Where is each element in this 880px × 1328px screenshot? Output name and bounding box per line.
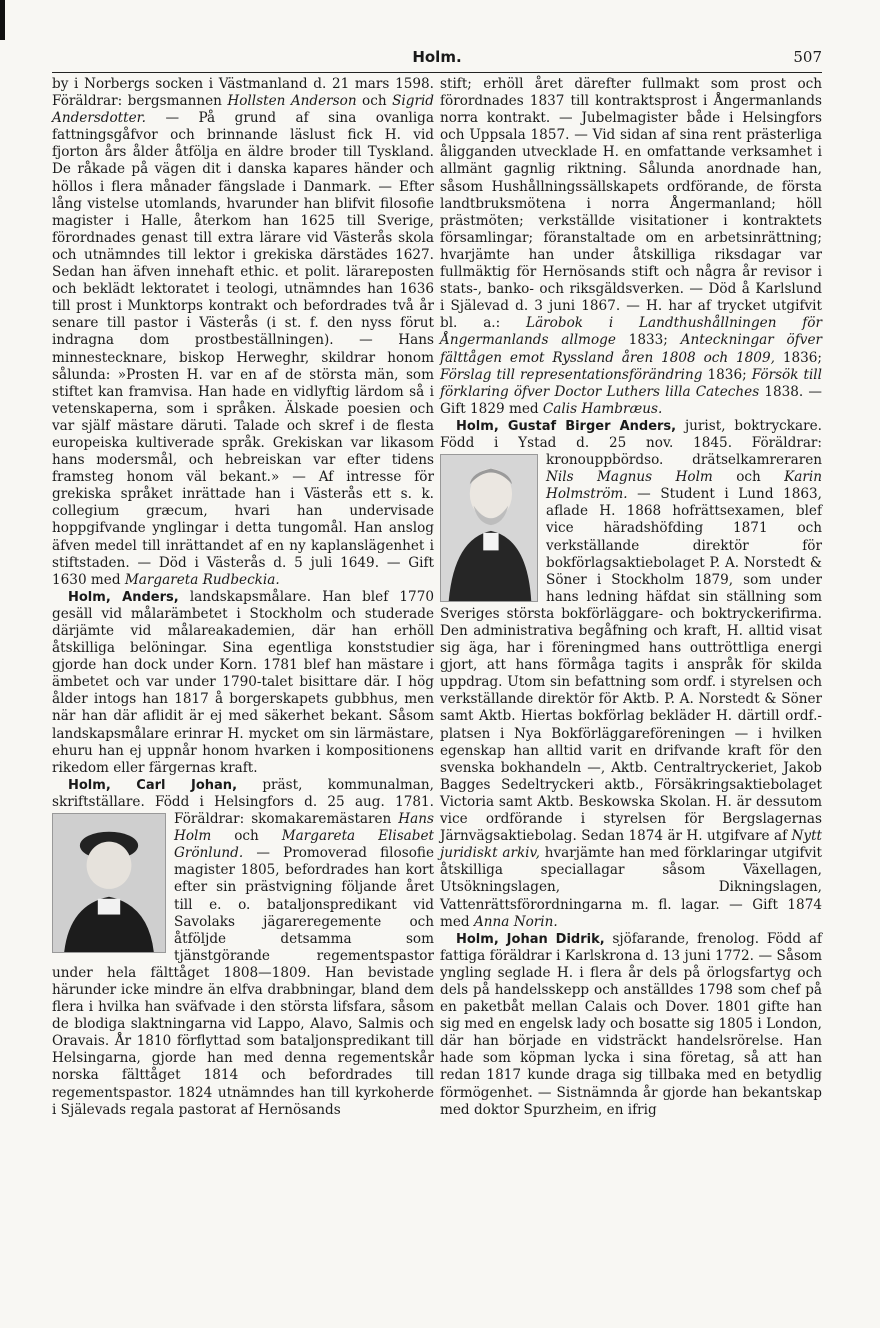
entry-holm-gustaf-birger-anders: Holm, Gustaf Birger Anders, jurist, boktryckare. Född i Ystad d. 25 nov. 1845. Föräldrar: kronouppbördso. drätselkamreraren Nils Magnus Holm och Karin Holmström. — Student i Lund 1863, aflade H. 1868 hofrättsexamen, blef vice häradshöfding 1871 och verkställande direktör för bokförlagsaktiebolaget P. A. Norstedt & Söner i Stockholm 1879, som under hans ledning häfdat sin ställning som Sveriges största bokförläggare- och boktryckerifirma. Den administrativa begåfning och kraft, H. alltid visat sig äga, har i föreningmed hans outtröttliga energi gjort, att hans förmåga tagits i anspråk för skilda uppdrag. Utom sin befattning som ordf. i styrelsen och verkställande direktör för Aktb. P. A. Norstedt & Söner samt Aktb. Hiertas bokförlag bekläder H. därtill ordf.-platsen i Nya Bokförläggareföreningen — i hvilken egenskap han alltid varit en drifvande kraft för den svenska bokhandeln —, Aktb. Centraltryckeriet, Jakob Bagges Sedeltryckeri aktb., Försäkringsaktiebolaget Victoria samt Aktb. Beskowska Skolan. H. är dessutom vice ordförande i styrelsen för Bergslagernas Järnvägsaktiebolag. Sedan 1874 är H. utgifvare af Nytt juridiskt arkiv, hvarjämte han med förklaringar utgifvit åtskilliga speciallagar såsom Växellagen, Utsökningslagen, Dikningslagen, Vattenrättsförordningarna m. fl. lagar. — Gift 1874 med Anna Norin. (440, 417, 822, 930)
entry-headword: Holm, Johan Didrik, (456, 931, 605, 947)
left-column (52, 76, 434, 1119)
header-rule (52, 72, 822, 73)
entry-headword: Holm, Gustaf Birger Anders, (456, 418, 677, 434)
entry-holm-johan-didrik: Holm, Johan Didrik, sjöfarande, frenolog. Född af fattiga föräldrar i Karlskrona d. 13 juni 1772. — Såsom yngling seglade H. i flera år dels på örlogsfartyg och dels på handelsskepp och anställdes 1798 som chef på en paketbåt mellan Calais och Dover. 1801 gifte han sig med en engelsk lady och bosatte sig 1805 i London, där han började en vidsträckt handelsrörelse. Han hade som köpman lycka i sina företag, så att han redan 1817 kunde draga sig tillbaka med en betydlig förmögenhet. — Sistnämnda år gjorde han bekantskap med doktor Spurzheim, en ifrig (440, 930, 822, 1118)
entry-holm-anders: Holm, Anders, landskapsmålare. Han blef 1770 gesäll vid målarämbetet i Stockholm och studerade därjämte vid målareakademien, där han erhöll åtskilliga belöningar. Sina egentliga konststudier gjorde han dock under Korn. 1781 blef han mästare i ämbetet och var under 1790-talet bisittare där. I hög ålder intogs han 1817 å borgerskapets gubbhus, men när han där aflidit är ej med säkerhet bekant. Såsom landskapsmålare erinrar H. mycket om sin lärmästare, ehuru han ej uppnår honom hvarken i kompositionens rikedom eller färgernas kraft. (52, 588, 434, 776)
scan-edge-mark (0, 0, 5, 40)
entry-holm-carl-johan: Holm, Carl Johan, präst, kommunalman, skriftställare. Född i Helsingfors d. 25 aug. 1781. Föräldrar: skomakaremästaren Hans Holm och Margareta Elisabet Grönlund. — Promoverad filosofie magister 1805, befordrades han kort efter sin prästvigning följande året till e. o. bataljonspredikant vid Savolaks jägareregemente och åtföljde detsamma som tjänstgörande regementspastor under hela fälttåget 1808—1809. Han bevistade härunder icke mindre än elfva drabbningar, bland dem flera i hvilka han sväfvade i den största lifsfara, såsom de blodiga slaktningarna vid Lappo, Alavo, Salmis och Oravais. År 1810 förflyttad som bataljonspredikant till Helsingarna, gjorde han med denna regementskår norska fälttåget 1814 och befordrades till regementspastor. 1824 utnämndes han till kyrkoherde i Själevads regala pastorat af Hernösands (52, 776, 435, 1118)
page-number: 507 (793, 48, 822, 66)
entry-continuation: by i Norbergs socken i Västmanland d. 21 mars 1598. Föräldrar: bergsmannen Hollsten Anderson och Sigrid Andersdotter. — På grund af sina ovanliga fattningsgåfvor och brinnande läslust fick H. vid fjorton års ålder åtfölja en äldre broder till Tyskland. De råkade på vägen dit i danska kapares händer och höllos i flera månader fängslade i Danmark. — Efter lång vistelse utomlands, hvarunder han blifvit filosofie magister i Halle, återkom han 1625 till Sverige, förordnades genast till extra lärare vid Västerås skola och utnämndes till lektor i grekiska därstädes 1627. Sedan han äfven innehaft ethic. et polit. lärareposten och beklädt lektoratet i teologi, utnämndes han 1636 till prost i Munktorps kontrakt och befordrades två år senare till pastor i Västerås (i st. f. den nyss förut indragna dom prostbeställningen). — Hans minnestecknare, biskop Herweghr, skildrar honom sålunda: »Prosten H. var en af de största män, som stiftet kan framvisa. Han hade en vidlyftig lärdom så i vetenskaperna, som i språken. Älskade poesien och var själf mästare däruti. Talade och skref i de flesta europeiska kultiverade språk. Grekiskan var likasom hans modersmål, och hebreiskan var efter tidens framsteg honom väl bekant.» — Af intresse för grekiska språket inrättade han i Västerås ett s. k. collegium græcum, hvari han undervisade hoppgifvande ynglingar i detta tungomål. Han anslog äfven medel till inrättandet af en ny kaplanslägenhet i stiftstaden. — Död i Västerås d. 5 juli 1649. — Gift 1630 med Margareta Rudbeckia. (52, 76, 435, 588)
entry-continuation: stift; erhöll året därefter fullmakt som prost och förordnades 1837 till kontraktsprost i Ångermanlands norra kontrakt. — Jubelmagister både i Helsingfors och Uppsala 1857. — Vid sidan af sina rent prästerliga åligganden utvecklade H. en omfattande verksamhet i allmänt gagnlig riktning. Sålunda anordnade han, såsom Hushållningssällskapets ordförande, de första landtbruksmötena i norra Ångermanland; höll prästmöten; verkställde visitationer i kontraktets församlingar; föranstaltade om en arbetsinrättning; hvarjämte han under åtskilliga riksdagar var fullmäktig för Hernösands stift och några år revisor i stats-, banko- och riksgäldsverken. — Död å Karlslund i Själevad d. 3 juni 1867. — H. har af trycket utgifvit bl. a.: Lärobok i Landthushållningen för Ångermanlands allmoge 1833; Anteckningar öfver fälttågen emot Ryssland åren 1808 och 1809, 1836; Förslag till representationsförändring 1836; Försök till förklaring öfver Doctor Luthers lilla Cateches 1838. — Gift 1829 med Calis Hambræus. (440, 76, 823, 417)
entry-headword: Holm, Anders, (68, 589, 179, 605)
portrait-carl-johan-holm (52, 813, 166, 953)
page-header (52, 48, 822, 68)
right-column (440, 76, 822, 1119)
running-title: Holm. (412, 48, 462, 66)
entry-headword: Holm, Carl Johan, (68, 777, 238, 793)
portrait-gustaf-birger-anders-holm (440, 454, 538, 602)
